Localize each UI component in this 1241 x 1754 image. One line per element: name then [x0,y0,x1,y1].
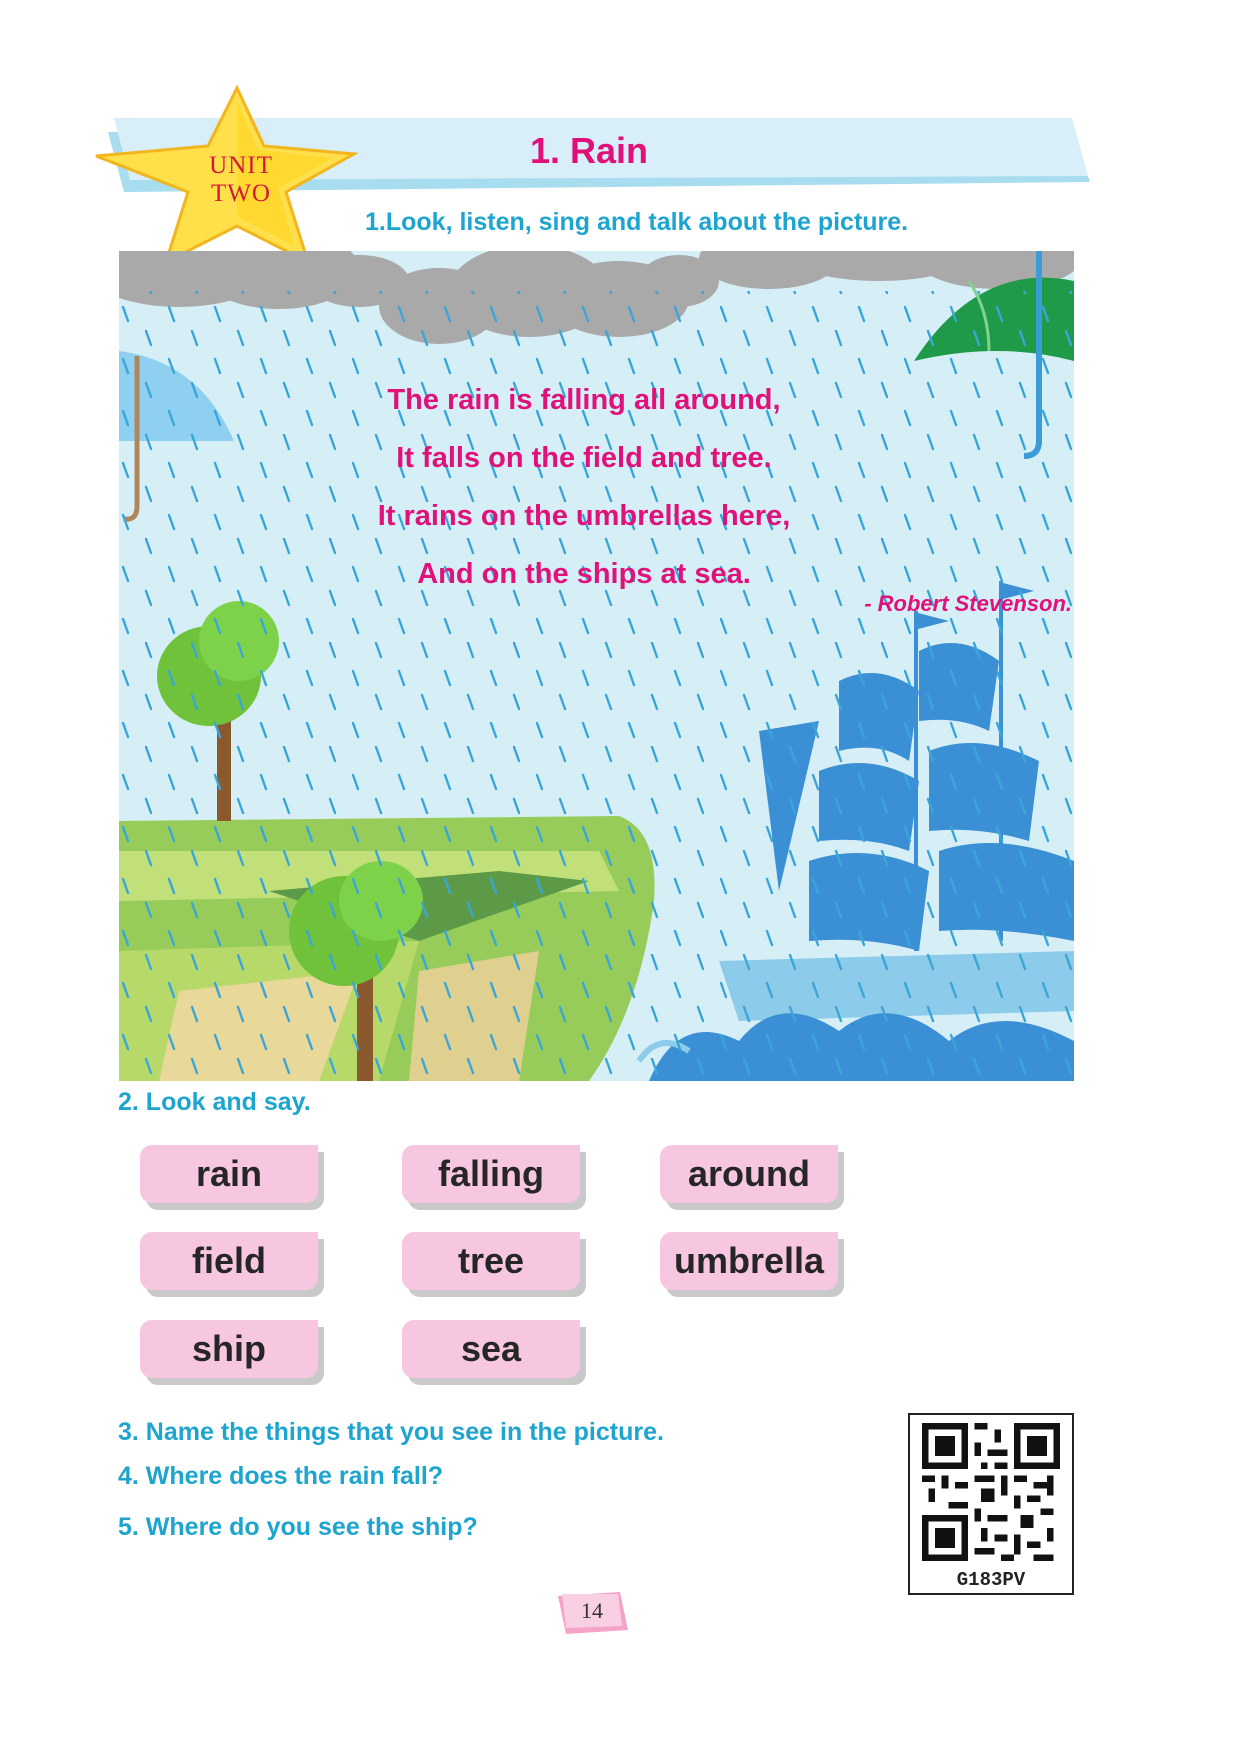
lesson-title: 1. Rain [530,130,649,171]
question-3: 3. Name the things that you see in the picture. [118,1418,664,1446]
unit-line-2: TWO [211,180,271,207]
rain-illustration [119,251,1074,1081]
poem-line: It rains on the umbrellas here, [377,500,791,532]
poem [369,371,799,603]
word-card-falling: falling [402,1145,580,1203]
page-number: 14 [581,1598,603,1623]
poem-author: - Robert Stevenson. [864,591,1072,616]
word-card-tree: tree [402,1232,580,1290]
qr-code[interactable] [908,1413,1074,1595]
word-card-ship: ship [140,1320,318,1378]
poem-line: The rain is falling all around, [387,384,781,416]
poem-line: It falls on the field and tree. [396,442,772,474]
word-card-field: field [140,1232,318,1290]
unit-line-1: UNIT [209,152,273,179]
qr-code-label: G183PV [956,1569,1026,1591]
word-card-umbrella: umbrella [660,1232,838,1290]
instruction-look-and-say: 2. Look and say. [118,1088,311,1116]
instruction-look-listen: 1.Look, listen, sing and talk about the picture. [365,208,909,236]
question-4: 4. Where does the rain fall? [118,1462,444,1490]
word-card-rain: rain [140,1145,318,1203]
poem-line: And on the ships at sea. [417,558,751,590]
unit-label [196,152,286,208]
question-5: 5. Where do you see the ship? [118,1513,478,1541]
qr-code-icon [922,1423,1060,1561]
word-card-around: around [660,1145,838,1203]
word-card-sea: sea [402,1320,580,1378]
